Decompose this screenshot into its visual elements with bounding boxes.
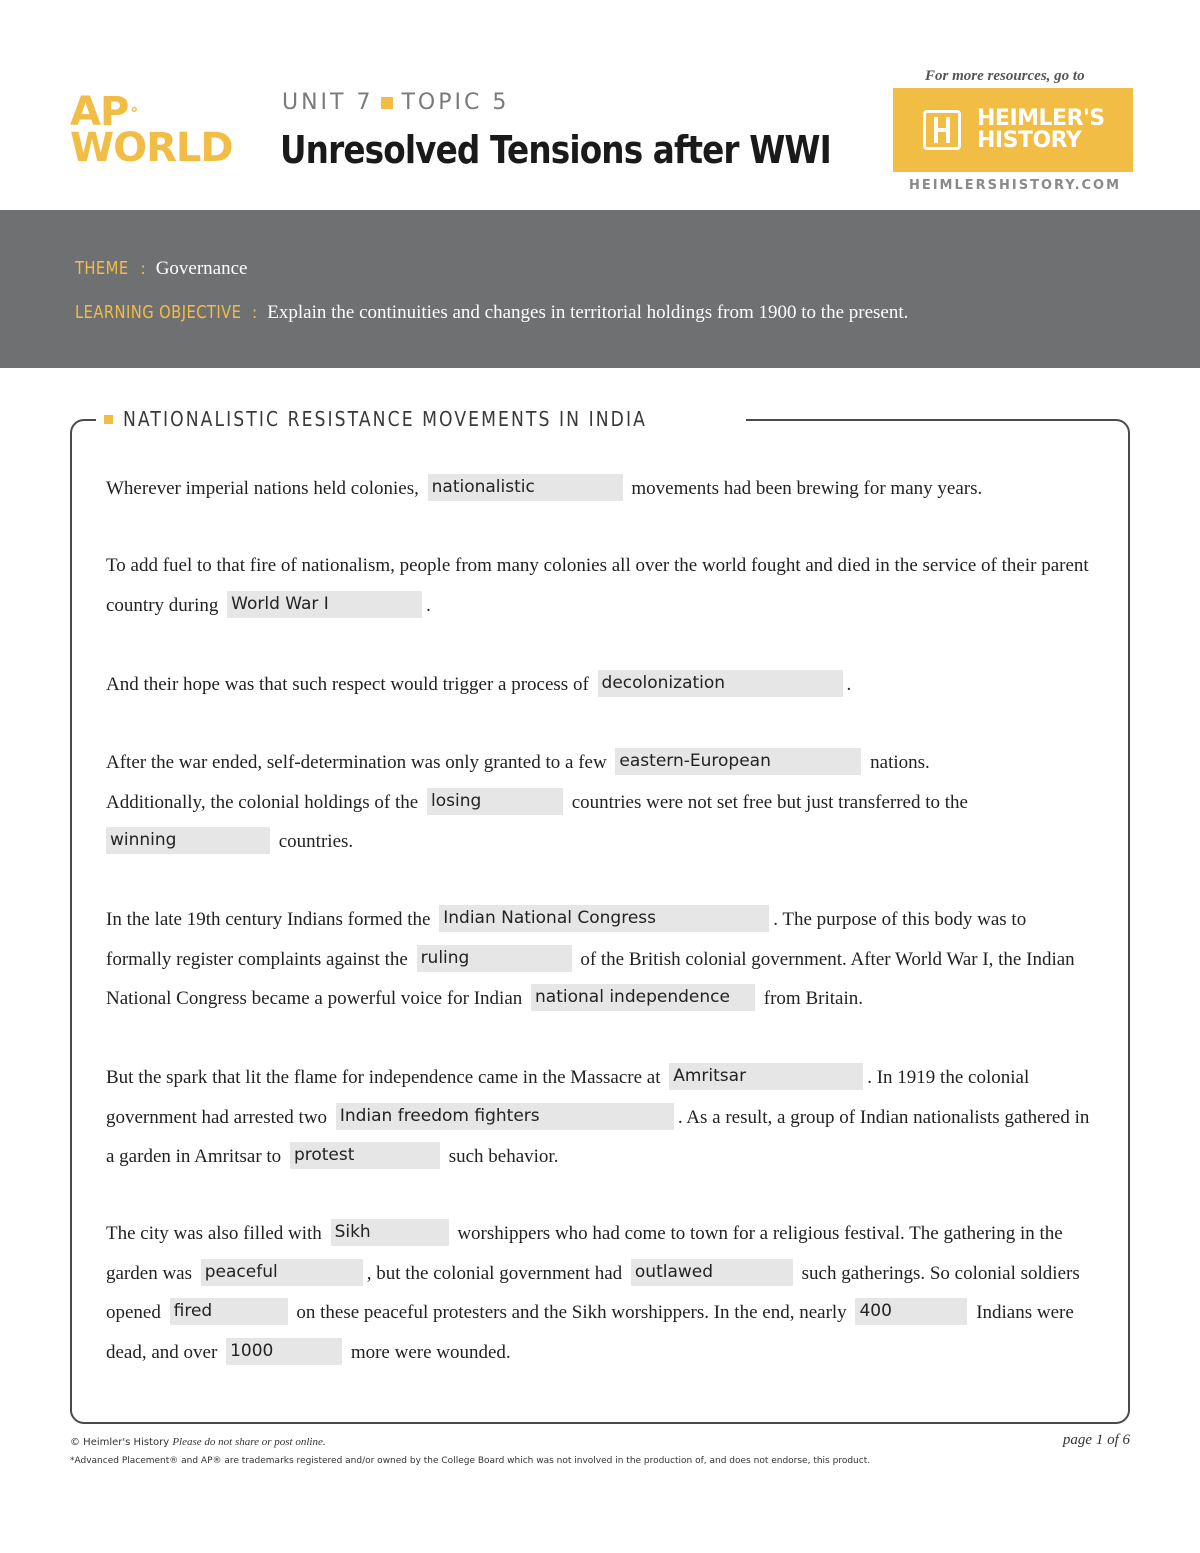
topic-label: TOPIC 5 [401, 90, 510, 115]
answer-blank[interactable]: 1000 [226, 1338, 342, 1365]
text: . [426, 594, 431, 616]
text: worshippers who had come to town for a religious festival. The gathering in the garden was [106, 1223, 1063, 1284]
text: To add fuel to that fire of nationalism, people from many colonies all over the world fought and died in the service of their parent country during [106, 555, 1089, 616]
answer-blank[interactable]: fired [170, 1298, 288, 1325]
paragraph-4 [106, 743, 1096, 862]
text: movements had been brewing for many years. [631, 478, 983, 499]
answer-blank[interactable]: Amritsar [669, 1063, 863, 1090]
text: The city was also filled with [106, 1223, 322, 1244]
theme-row: THEME : Governance [75, 258, 248, 279]
answer-blank[interactable]: Indian National Congress [439, 905, 769, 932]
text: Additionally, the colonial holdings of the [106, 791, 419, 813]
text: . As a result, a group of Indian nationalists gathered in a garden in Amritsar to [106, 1106, 1090, 1167]
brand-line-1: HEIMLER'S [977, 106, 1105, 131]
answer-blank[interactable]: winning [106, 827, 270, 854]
section-bullet-icon [104, 415, 113, 424]
brand-url-link[interactable]: HEIMLERSHISTORY.COM [908, 178, 1122, 193]
text: such behavior. [448, 1146, 559, 1167]
answer-blank[interactable]: nationalistic [428, 474, 623, 501]
text: After the war ended, self-determination was only granted to a few [106, 752, 607, 773]
paragraph-5 [106, 900, 1096, 1019]
text: , but the colonial government had [366, 1262, 623, 1284]
answer-blank[interactable]: national independence [531, 984, 755, 1011]
text: more were wounded. [350, 1341, 511, 1363]
page-header [0, 0, 1200, 210]
text: Wherever imperial nations held colonies, [106, 478, 419, 499]
logo-ap: AP [70, 89, 129, 135]
answer-blank[interactable]: ruling [417, 945, 572, 972]
answer-blank[interactable]: eastern-European [615, 748, 861, 775]
heimlers-history-logo[interactable] [893, 88, 1133, 172]
text: . The purpose of this body was to formally register complaints against the [106, 909, 1027, 970]
footer-copyright [70, 1436, 326, 1448]
paragraph-1 [106, 469, 1096, 509]
section-heading [96, 404, 746, 434]
text: In the late 19th century Indians formed the [106, 909, 431, 930]
answer-blank[interactable]: losing [427, 788, 563, 815]
answer-blank[interactable]: peaceful [201, 1259, 363, 1286]
unit-label: UNIT 7 [282, 90, 374, 115]
paragraph-7 [106, 1214, 1096, 1372]
paragraph-2 [106, 546, 1096, 625]
h-monogram-icon [923, 110, 961, 150]
answer-blank[interactable]: outlawed [631, 1259, 793, 1286]
answer-blank[interactable]: Sikh [331, 1219, 449, 1246]
text: And their hope was that such respect would trigger a process of [106, 674, 589, 695]
text: such gatherings. So colonial soldiers opened [106, 1262, 1080, 1323]
answer-blank[interactable]: Indian freedom fighters [336, 1103, 674, 1130]
section-title: NATIONALISTIC RESISTANCE MOVEMENTS IN INDIA [123, 407, 647, 431]
text: from Britain. [763, 988, 863, 1009]
text: of the British colonial government. After World War I, the Indian National Congress became a powerful voice for Indian [106, 948, 1075, 1009]
text: . In 1919 the colonial government had arrested two [106, 1067, 1030, 1128]
objective-row: LEARNING OBJECTIVE : Explain the continuities and changes in territorial holdings from 1900 to the present. [75, 302, 909, 323]
answer-blank[interactable]: decolonization [598, 670, 843, 697]
trademark-notice: *Advanced Placement® and AP® are trademarks registered and/or owned by the College Board which was not involved in the production of, and does not endorse, this product. [70, 1456, 871, 1466]
text: . [846, 674, 852, 695]
theme-band [0, 210, 1200, 368]
paragraph-3 [106, 665, 1096, 705]
text: Indians were dead, and over [106, 1302, 1074, 1363]
copyright-text: © Heimler's History [70, 1437, 170, 1448]
answer-blank[interactable]: 400 [855, 1298, 967, 1325]
theme-label: THEME [75, 258, 129, 279]
unit-topic-line [282, 90, 509, 115]
text: countries were not set free but just transferred to the [571, 791, 968, 813]
brand-line-2: HISTORY [977, 128, 1082, 153]
share-notice: Please do not share or post online. [172, 1436, 326, 1448]
paragraph-6 [106, 1058, 1096, 1177]
resources-note: For more resources, go to [925, 68, 1085, 84]
logo-world: WORLD [70, 125, 233, 171]
page-number: page 1 of 6 [1062, 1432, 1130, 1448]
ap-world-logo [70, 89, 270, 182]
text: But the spark that lit the flame for independence came in the Massacre at [106, 1067, 661, 1088]
text: countries. [278, 831, 354, 852]
answer-blank[interactable]: World War I [227, 591, 422, 618]
objective-value: Explain the continuities and changes in territorial holdings from 1900 to the present. [267, 302, 909, 323]
objective-label: LEARNING OBJECTIVE [75, 302, 242, 323]
theme-value: Governance [155, 258, 248, 279]
answer-blank[interactable]: protest [290, 1142, 440, 1169]
separator-square-icon [381, 97, 393, 109]
page-title: Unresolved Tensions after WWI [280, 128, 831, 172]
logo-reg: ° [130, 104, 138, 123]
text: on these peaceful protesters and the Sikh worshippers. In the end, nearly [296, 1302, 847, 1323]
text: nations. [870, 752, 930, 773]
